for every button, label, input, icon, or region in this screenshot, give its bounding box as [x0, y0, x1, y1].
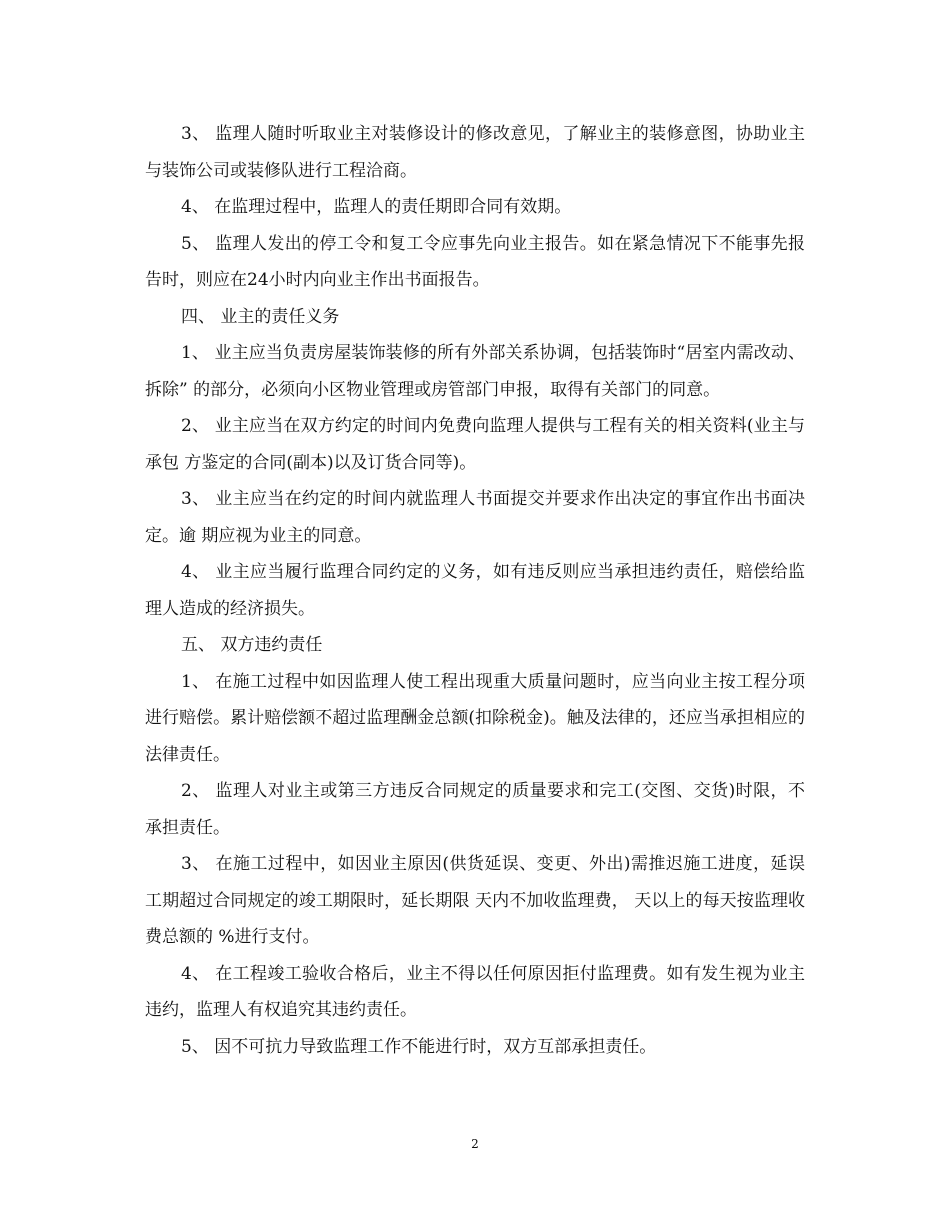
paragraph-breach-2: 2、 监理人对业主或第三方违反合同规定的质量要求和完工(交图、交货)时限，不承担责任。: [145, 781, 805, 838]
paragraph-clause-3-owner-opinion: 3、 监理人随时听取业主对装修设计的修改意见，了解业主的装修意图，协助业主与装饰公司或装修队进行工程洽商。: [145, 124, 805, 181]
paragraph-clause-4-liability-period: 4、 在监理过程中，监理人的责任期即合同有效期。: [181, 197, 572, 217]
paragraph-breach-5: 5、 因不可抗力导致监理工作不能进行时，双方互部承担责任。: [181, 1036, 657, 1057]
paragraph-breach-4: 4、 在工程竣工验收合格后，业主不得以任何原因拒付监理费。如有发生视为业主违约，监理人有权追究其违约责任。: [145, 963, 805, 1020]
paragraph-owner-duty-1: 1、 业主应当负责房屋装饰装修的所有外部关系协调，包括装饰时“居室内需改动、拆除” 的部分，必须向小区物业管理或房管部门申报，取得有关部门的同意。: [145, 343, 805, 400]
paragraph-owner-duty-3: 3、 业主应当在约定的时间内就监理人书面提交并要求作出决定的事宜作出书面决定。逾 期应视为业主的同意。: [145, 489, 805, 546]
paragraph-breach-3: 3、 在施工过程中，如因业主原因(供货延误、变更、外出)需推迟施工进度，延误工期超过合同规定的竣工期限时，延长期限 天内不加收监理费， 天以上的每天按监理收费总额的 %进行支付。: [145, 854, 805, 947]
paragraph-clause-5-stop-work-order: 5、 监理人发出的停工令和复工令应事先向业主报告。如在紧急情况下不能事先报告时，则应在24小时内向业主作出书面报告。: [145, 233, 805, 290]
paragraph-breach-1: 1、 在施工过程中如因监理人使工程出现重大质量问题时，应当向业主按工程分项进行赔偿。累计赔偿额不超过监理酬金总额(扣除税金)。触及法律的，还应当承担相应的法律责任。: [145, 671, 805, 765]
section-heading-owner-duties: 四、 业主的责任义务: [181, 306, 340, 327]
document-body: [145, 116, 805, 1065]
page-number: 2: [471, 1137, 479, 1151]
paragraph-owner-duty-2: 2、 业主应当在双方约定的时间内免费向监理人提供与工程有关的相关资料(业主与承包 方鉴定的合同(副本)以及订货合同等)。: [145, 416, 805, 473]
paragraph-owner-duty-4: 4、 业主应当履行监理合同约定的义务，如有违反则应当承担违约责任，赔偿给监理人造成的经济损失。: [145, 562, 805, 619]
section-heading-breach-liability: 五、 双方违约责任: [181, 635, 323, 655]
